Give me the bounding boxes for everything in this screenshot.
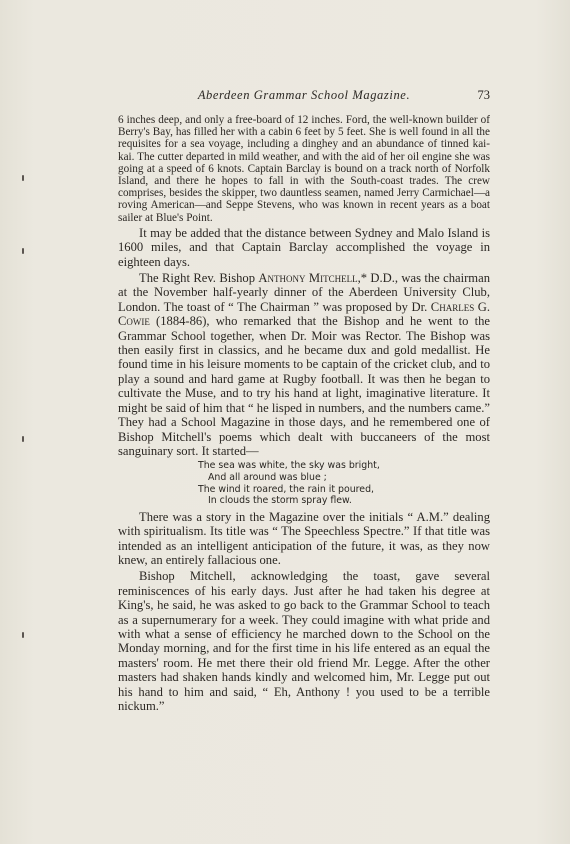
margin-mark <box>22 248 24 254</box>
poem-quote <box>198 460 490 506</box>
paragraph-reminiscences: Bishop Mitchell, acknowledging the toast, gave several reminiscences of his early days. Just after he had taken his degree at King's, he said, he was asked to go back to the Grammar School to teach as a supernumerary for a week. They could imagine with what pride and with what a sense of efficiency he marched down to the School on the Monday morning, and for the first time in his life entered as an equal the masters' room. He met there their old friend Mr. Legge. After the other masters had shaken hands kindly and welcomed him, Mr. Legge put out his hand to him and said, “ Eh, Anthony ! you used to be a terrible nickum.” <box>118 569 490 713</box>
running-title: Aberdeen Grammar School Magazine. <box>197 88 411 102</box>
bishop-name: Anthony Mitchell, <box>258 271 361 286</box>
paragraph-dinner-text: The Right Rev. Bishop <box>139 271 259 286</box>
paragraph-distance: It may be added that the distance between Sydney and Malo Island is 1600 miles, and that Captain Barclay accomplished the voyage in eighteen days. <box>118 225 490 269</box>
doctor-name: Charles G. Cowie <box>118 299 490 329</box>
paragraph-spiritualism: There was a story in the Magazine over the initials “ A.M.” dealing with spiritualism. Its title was “ The Speechless Spectre.” If that title was intended as an intelligent anticipation of the future, it was, as they now knew, an entirely fallacious one. <box>118 509 490 567</box>
page-header <box>118 88 490 102</box>
page-number: 73 <box>477 88 490 102</box>
paragraph-voyage: 6 inches deep, and only a free-board of 12 inches. Ford, the well-known builder of Berry's Bay, has filled her with a cabin 6 feet by 5 feet. She is well found in all the requisites for a sea voyage, including a dinghey and an abundance of tinned kai-kai. The cutter departed in mild weather, and with the aid of her oil engine she was going at a speed of 6 knots. Captain Barclay is bound on a track north of Norfolk Island, and there he hopes to fall in with the South-coast trades. The crew comprises, besides the skipper, two dauntless seamen, named Jerry Carmichael—a roving American—and Seppe Stevens, who was known in recent years as a boat sailer at Blue's Point. <box>118 114 490 224</box>
paragraph-dinner-text: * D.D., was the chairman at the November half-yearly dinner of the Aberdeen University Club, London. The toast of “ The Chairman ” was proposed by Dr. <box>118 271 490 314</box>
article-body <box>118 114 490 713</box>
paragraph-dinner-text: (1884-86), who remarked that the Bishop and he went to the Grammar School together, when Dr. Moir was Rector. The Bishop was then easily first in classics, and he became dux and gold medallist. He found time in his leisure moments to be captain of the cricket club, and to play a sound and hard game at Rugby football. It was then he began to cultivate the Muse, and to try his hand at light, imaginative literature. It might be said of him that “ he lisped in numbers, and the numbers came.” They had a School Magazine in those days, and he remembered one of Bishop Mitchell's poems which dealt with buccaneers of the most sanguinary sort. It started— <box>118 314 490 458</box>
poem-line: The wind it roared, the rain it poured, <box>198 483 375 495</box>
margin-mark <box>22 632 24 638</box>
poem-line: In clouds the storm spray flew. <box>208 495 352 507</box>
paragraph-dinner <box>118 271 490 458</box>
poem-line: The sea was white, the sky was bright, <box>198 460 380 472</box>
margin-mark <box>22 436 24 442</box>
margin-mark <box>22 175 24 181</box>
poem-line: And all around was blue ; <box>208 471 327 483</box>
